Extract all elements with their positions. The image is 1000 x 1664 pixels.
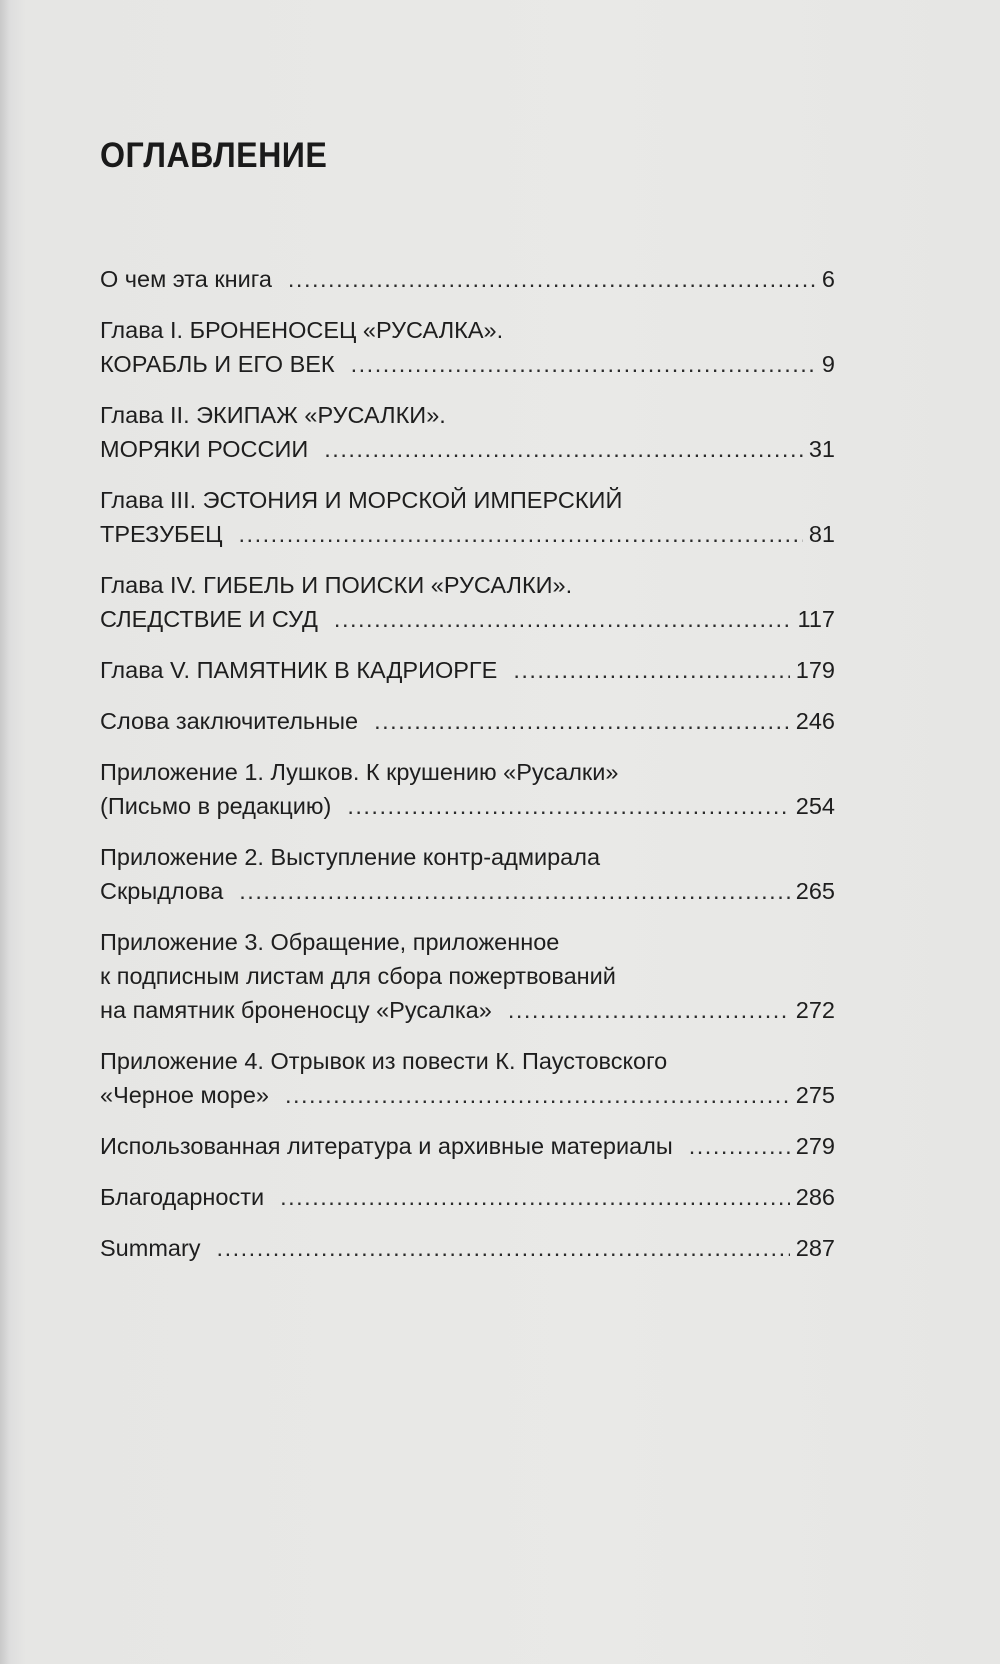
dot-leader xyxy=(217,1231,790,1265)
dot-leader xyxy=(334,602,792,636)
toc-entry-chapter-2 xyxy=(100,398,835,466)
toc-page-number: 279 xyxy=(795,1133,835,1159)
toc-entry-title-cont: МОРЯКИ РОССИИ xyxy=(100,436,309,462)
toc-entry-appendix-1 xyxy=(100,755,835,823)
toc-entry-title-cont: к подписным листам для сбора пожертвований xyxy=(100,963,616,989)
table-of-contents xyxy=(100,262,835,1282)
toc-entry-title-cont: Скрыдлова xyxy=(100,878,224,904)
toc-entry-title: Приложение 1. Лушков. К крушению «Русалки» xyxy=(100,759,619,785)
toc-entry-chapter-1 xyxy=(100,313,835,381)
toc-entry-appendix-4 xyxy=(100,1044,835,1112)
dot-leader xyxy=(280,1180,790,1214)
toc-entry-title: Приложение 2. Выступление контр-адмирала xyxy=(100,844,601,870)
toc-entry-chapter-4 xyxy=(100,568,835,636)
toc-entry-title: Глава V. ПАМЯТНИК В КАДРИОРГЕ xyxy=(100,657,498,683)
toc-entry-chapter-5 xyxy=(100,653,835,687)
toc-entry-title: Использованная литература и архивные материалы xyxy=(100,1133,673,1159)
toc-entry-summary xyxy=(100,1231,835,1265)
toc-entry-closing-words xyxy=(100,704,835,738)
toc-page-number: 9 xyxy=(821,351,835,377)
toc-entry-title-cont: (Письмо в редакцию) xyxy=(100,793,332,819)
dot-leader xyxy=(239,517,803,551)
toc-entry-title: Приложение 4. Отрывок из повести К. Паустовского xyxy=(100,1048,668,1074)
dot-leader xyxy=(508,993,790,1027)
dot-leader xyxy=(374,704,790,738)
dot-leader xyxy=(347,789,789,823)
dot-leader xyxy=(513,653,789,687)
toc-page-number: 31 xyxy=(808,436,835,462)
toc-page-number: 117 xyxy=(797,606,835,632)
toc-entry-title: Приложение 3. Обращение, приложенное xyxy=(100,929,560,955)
toc-entry-title-cont: КОРАБЛЬ И ЕГО ВЕК xyxy=(100,351,335,377)
toc-page-number: 6 xyxy=(821,266,835,292)
dot-leader xyxy=(239,874,790,908)
toc-page-number: 179 xyxy=(795,657,835,683)
toc-page-number: 286 xyxy=(795,1184,835,1210)
toc-entry-title-cont: на памятник броненосцу «Русалка» xyxy=(100,997,492,1023)
toc-entry-acknowledgements xyxy=(100,1180,835,1214)
toc-page-number: 275 xyxy=(795,1082,835,1108)
toc-entry-title-cont: СЛЕДСТВИЕ И СУД xyxy=(100,606,318,632)
toc-entry-title: О чем эта книга xyxy=(100,266,272,292)
toc-page-number: 246 xyxy=(795,708,835,734)
toc-entry-title: Глава III. ЭСТОНИЯ И МОРСКОЙ ИМПЕРСКИЙ xyxy=(100,487,623,513)
toc-entry-title: Глава II. ЭКИПАЖ «РУСАЛКИ». xyxy=(100,402,446,428)
toc-entry-appendix-2 xyxy=(100,840,835,908)
toc-entry-title-cont: «Черное море» xyxy=(100,1082,269,1108)
toc-entry-chapter-3 xyxy=(100,483,835,551)
dot-leader xyxy=(288,262,816,296)
toc-entry-appendix-3 xyxy=(100,925,835,1027)
toc-entry-title: Глава I. БРОНЕНОСЕЦ «РУСАЛКА». xyxy=(100,317,504,343)
toc-page-number: 265 xyxy=(795,878,835,904)
toc-page-number: 254 xyxy=(795,793,835,819)
page-title: ОГЛАВЛЕНИЕ xyxy=(100,136,328,175)
toc-entry-title: Summary xyxy=(100,1235,201,1261)
dot-leader xyxy=(324,432,803,466)
toc-entry-title: Благодарности xyxy=(100,1184,265,1210)
toc-page-number: 81 xyxy=(808,521,835,547)
dot-leader xyxy=(689,1129,790,1163)
toc-entry-literature xyxy=(100,1129,835,1163)
toc-page-number: 287 xyxy=(795,1235,835,1261)
dot-leader xyxy=(351,347,816,381)
toc-entry-title-cont: ТРЕЗУБЕЦ xyxy=(100,521,223,547)
dot-leader xyxy=(285,1078,790,1112)
toc-page-number: 272 xyxy=(795,997,835,1023)
toc-entry-title: Слова заключительные xyxy=(100,708,359,734)
toc-entry-about-book xyxy=(100,262,835,296)
toc-entry-title: Глава IV. ГИБЕЛЬ И ПОИСКИ «РУСАЛКИ». xyxy=(100,572,573,598)
